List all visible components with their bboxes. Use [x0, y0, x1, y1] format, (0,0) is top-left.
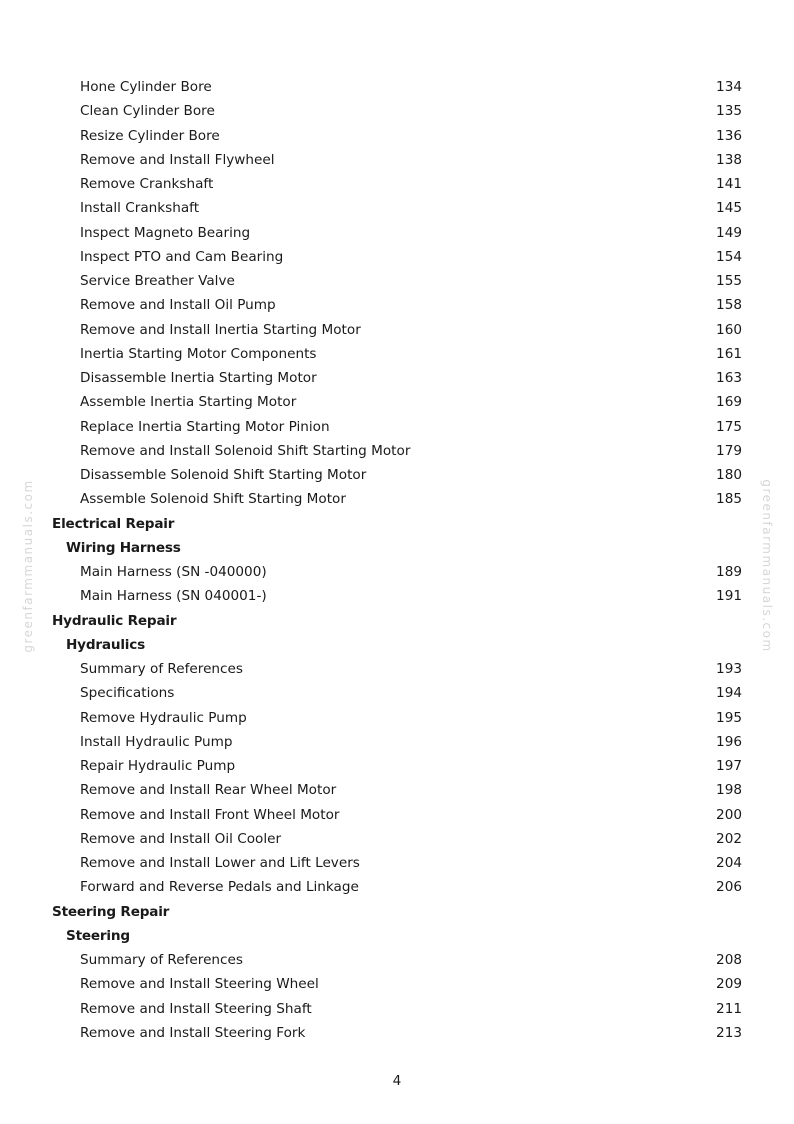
- toc-entry-title: Repair Hydraulic Pump: [80, 758, 236, 774]
- toc-entry[interactable]: [0, 390, 794, 414]
- table-of-contents: [0, 75, 794, 1045]
- toc-entry-title: Disassemble Solenoid Shift Starting Motor: [80, 467, 367, 483]
- toc-entry[interactable]: [0, 584, 794, 608]
- toc-entry-page: 149: [716, 224, 742, 241]
- toc-entry-page: 163: [716, 370, 742, 386]
- toc-entry[interactable]: [0, 245, 794, 269]
- toc-subsection-heading[interactable]: [0, 536, 794, 560]
- toc-entry[interactable]: [0, 75, 794, 99]
- watermark-right: greenfarmmanuals.com: [760, 479, 774, 653]
- toc-entry-page: 208: [716, 952, 742, 968]
- toc-entry-title: Assemble Inertia Starting Motor: [80, 394, 297, 411]
- toc-entry-title: Hone Cylinder Bore: [80, 79, 212, 95]
- toc-entry[interactable]: [0, 439, 794, 463]
- toc-entry[interactable]: [0, 487, 794, 511]
- toc-entry-page: 154: [716, 248, 742, 265]
- toc-section-heading[interactable]: [0, 512, 794, 536]
- toc-entry-title: Inertia Starting Motor Components: [80, 345, 317, 362]
- toc-entry-title: Remove and Install Oil Cooler: [80, 830, 282, 847]
- toc-entry-title: Main Harness (SN -040000): [80, 564, 267, 580]
- toc-entry-title: Remove and Install Solenoid Shift Starting Motor: [80, 442, 411, 459]
- toc-entry[interactable]: [0, 269, 794, 293]
- toc-entry-title: Hydraulic Repair: [52, 612, 177, 629]
- toc-subsection-heading[interactable]: [0, 924, 794, 948]
- toc-entry-page: 200: [716, 806, 742, 823]
- toc-entry[interactable]: [0, 681, 794, 705]
- toc-entry-title: Install Crankshaft: [80, 200, 200, 217]
- toc-entry-title: Remove and Install Steering Fork: [80, 1024, 306, 1041]
- toc-entry[interactable]: [0, 124, 794, 148]
- toc-entry-title: Remove and Install Lower and Lift Levers: [80, 855, 360, 871]
- toc-entry-page: 196: [716, 733, 742, 750]
- toc-entry-title: Remove and Install Flywheel: [80, 151, 275, 168]
- toc-entry-page: 213: [716, 1024, 742, 1041]
- toc-entry[interactable]: [0, 827, 794, 851]
- toc-entry-page: 189: [716, 564, 742, 580]
- toc-entry[interactable]: [0, 997, 794, 1021]
- toc-entry[interactable]: [0, 463, 794, 487]
- watermark-left: greenfarmmanuals.com: [21, 479, 35, 653]
- toc-entry-title: Forward and Reverse Pedals and Linkage: [80, 879, 359, 896]
- toc-entry-title: Summary of References: [80, 952, 243, 968]
- toc-entry[interactable]: [0, 415, 794, 439]
- toc-entry-title: Resize Cylinder Bore: [80, 127, 220, 144]
- toc-entry-title: Specifications: [80, 685, 175, 702]
- toc-entry-page: 155: [716, 273, 742, 289]
- toc-entry-page: 158: [716, 297, 742, 314]
- toc-entry-page: 161: [716, 345, 742, 362]
- page-number: 4: [392, 1073, 402, 1089]
- toc-entry-page: 211: [716, 1000, 742, 1017]
- toc-entry-title: Steering Repair: [52, 903, 170, 920]
- toc-entry-title: Steering: [66, 927, 130, 944]
- toc-entry[interactable]: [0, 1021, 794, 1045]
- toc-entry[interactable]: [0, 875, 794, 899]
- toc-section-heading[interactable]: [0, 609, 794, 633]
- toc-entry[interactable]: [0, 221, 794, 245]
- toc-entry-page: 135: [716, 103, 742, 120]
- toc-entry-page: 179: [716, 442, 742, 459]
- toc-entry[interactable]: [0, 778, 794, 802]
- toc-entry-title: Install Hydraulic Pump: [80, 733, 233, 750]
- toc-entry[interactable]: [0, 972, 794, 996]
- toc-entry-page: 141: [716, 176, 742, 192]
- toc-entry-title: Remove and Install Oil Pump: [80, 297, 276, 314]
- toc-entry-page: 134: [716, 79, 742, 95]
- toc-entry-title: Assemble Solenoid Shift Starting Motor: [80, 491, 346, 508]
- toc-entry-page: 180: [716, 467, 742, 483]
- toc-entry-title: Replace Inertia Starting Motor Pinion: [80, 418, 330, 435]
- toc-entry-page: 204: [716, 855, 742, 871]
- toc-entry[interactable]: [0, 730, 794, 754]
- toc-entry-title: Remove and Install Steering Wheel: [80, 976, 319, 993]
- toc-entry-title: Remove and Install Front Wheel Motor: [80, 806, 340, 823]
- toc-entry[interactable]: [0, 293, 794, 317]
- toc-entry[interactable]: [0, 366, 794, 390]
- toc-entry-page: 175: [716, 418, 742, 435]
- toc-section-heading[interactable]: [0, 900, 794, 924]
- toc-entry[interactable]: [0, 342, 794, 366]
- toc-entry-title: Electrical Repair: [52, 515, 175, 532]
- toc-entry[interactable]: [0, 754, 794, 778]
- toc-entry-title: Remove Crankshaft: [80, 176, 214, 192]
- toc-entry-page: 185: [716, 491, 742, 508]
- toc-entry[interactable]: [0, 657, 794, 681]
- toc-entry[interactable]: [0, 148, 794, 172]
- toc-entry[interactable]: [0, 196, 794, 220]
- toc-entry-title: Disassemble Inertia Starting Motor: [80, 370, 317, 386]
- toc-entry-title: Remove and Install Rear Wheel Motor: [80, 782, 337, 799]
- toc-entry-title: Remove and Install Steering Shaft: [80, 1000, 312, 1017]
- toc-entry-title: Inspect PTO and Cam Bearing: [80, 248, 284, 265]
- toc-entry-page: 194: [716, 685, 742, 702]
- toc-subsection-heading[interactable]: [0, 633, 794, 657]
- toc-entry-title: Main Harness (SN 040001-): [80, 588, 267, 605]
- toc-entry-page: 191: [716, 588, 742, 605]
- toc-entry-title: Inspect Magneto Bearing: [80, 224, 251, 241]
- toc-entry-title: Remove Hydraulic Pump: [80, 709, 247, 726]
- toc-entry-title: Hydraulics: [66, 636, 145, 653]
- toc-entry[interactable]: [0, 706, 794, 730]
- toc-entry-page: 206: [716, 879, 742, 896]
- toc-entry-title: Wiring Harness: [66, 539, 181, 556]
- toc-entry[interactable]: [0, 948, 794, 972]
- toc-entry[interactable]: [0, 172, 794, 196]
- toc-entry-page: 197: [716, 758, 742, 774]
- toc-entry-page: 198: [716, 782, 742, 799]
- toc-entry[interactable]: [0, 851, 794, 875]
- toc-entry[interactable]: [0, 99, 794, 123]
- toc-entry[interactable]: [0, 318, 794, 342]
- toc-entry-page: 136: [716, 127, 742, 144]
- toc-entry-page: 195: [716, 709, 742, 726]
- toc-entry-page: 145: [716, 200, 742, 217]
- toc-entry-title: Remove and Install Inertia Starting Motor: [80, 321, 361, 338]
- toc-entry-page: 160: [716, 321, 742, 338]
- toc-entry-title: Summary of References: [80, 661, 243, 677]
- toc-entry[interactable]: [0, 803, 794, 827]
- toc-entry-page: 138: [716, 151, 742, 168]
- toc-entry-page: 169: [716, 394, 742, 411]
- toc-entry[interactable]: [0, 560, 794, 584]
- toc-entry-title: Clean Cylinder Bore: [80, 103, 215, 120]
- toc-entry-page: 202: [716, 830, 742, 847]
- toc-entry-title: Service Breather Valve: [80, 273, 235, 289]
- toc-entry-page: 193: [716, 661, 742, 677]
- toc-entry-page: 209: [716, 976, 742, 993]
